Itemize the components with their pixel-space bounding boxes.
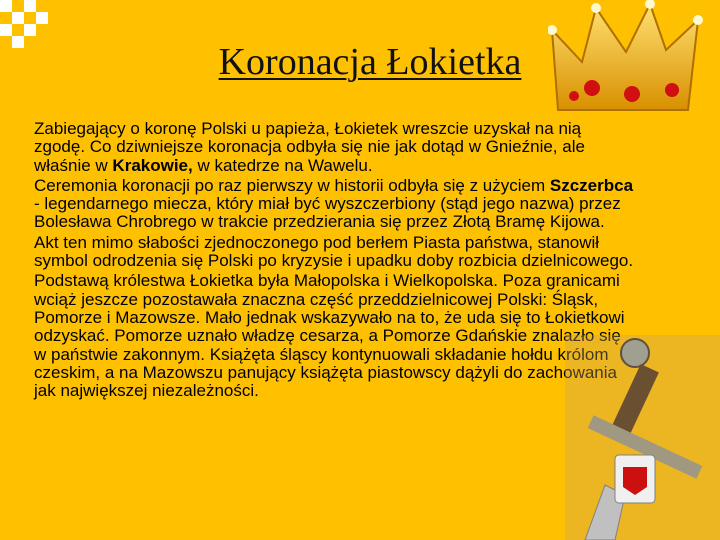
slide-title: Koronacja Łokietka — [218, 41, 522, 83]
slide-body — [34, 120, 634, 402]
sword-image — [565, 335, 720, 540]
paragraph: Zabiegający o koronę Polski u papieża, Łokietek wreszcie uzyskał na nią zgodę. Co dziwniejsze koronacja odbyła się nie jak dotąd w Gnieźnie, ale właśnie w Krakowie, w katedrze na Wawelu. — [34, 119, 585, 175]
paragraph: Akt ten mimo słabości zjednoczonego pod berłem Piasta państwa, stanowił symbol odrodzenia się Polski po kryzysie i upadku doby rozbicia dzielnicowego. — [34, 232, 634, 271]
paragraph: Podstawą królestwa Łokietka była Małopolska i Wielkopolska. Poza granicami wciąż jeszcze pozostawała znaczna część przeddzielnicowej Polski: Śląsk, Pomorze i Mazowsze. Mało jednak wskazywało na to, że uda się to Łokietkowi odzyskać. Pomorze uznało władzę cesarza, a Pomorze Gdańskie znalazło się w państwie zakonnym. Książęta śląscy kontynuowali składanie hołdu królom czeskim, a na Mazowszu panujący książęta piastowscy dążyli do zachowania jak największej niezależności. — [34, 271, 625, 401]
paragraph: Ceremonia koronacji po raz pierwszy w historii odbyła się z użyciem Szczerbca - legendarnego miecza, który miał być wyszczerbiony (stąd jego nazwa) przez Bolesława Chrobrego w trakcie przedzierania się przez Złotą Bramę Kijowa. — [34, 175, 634, 232]
